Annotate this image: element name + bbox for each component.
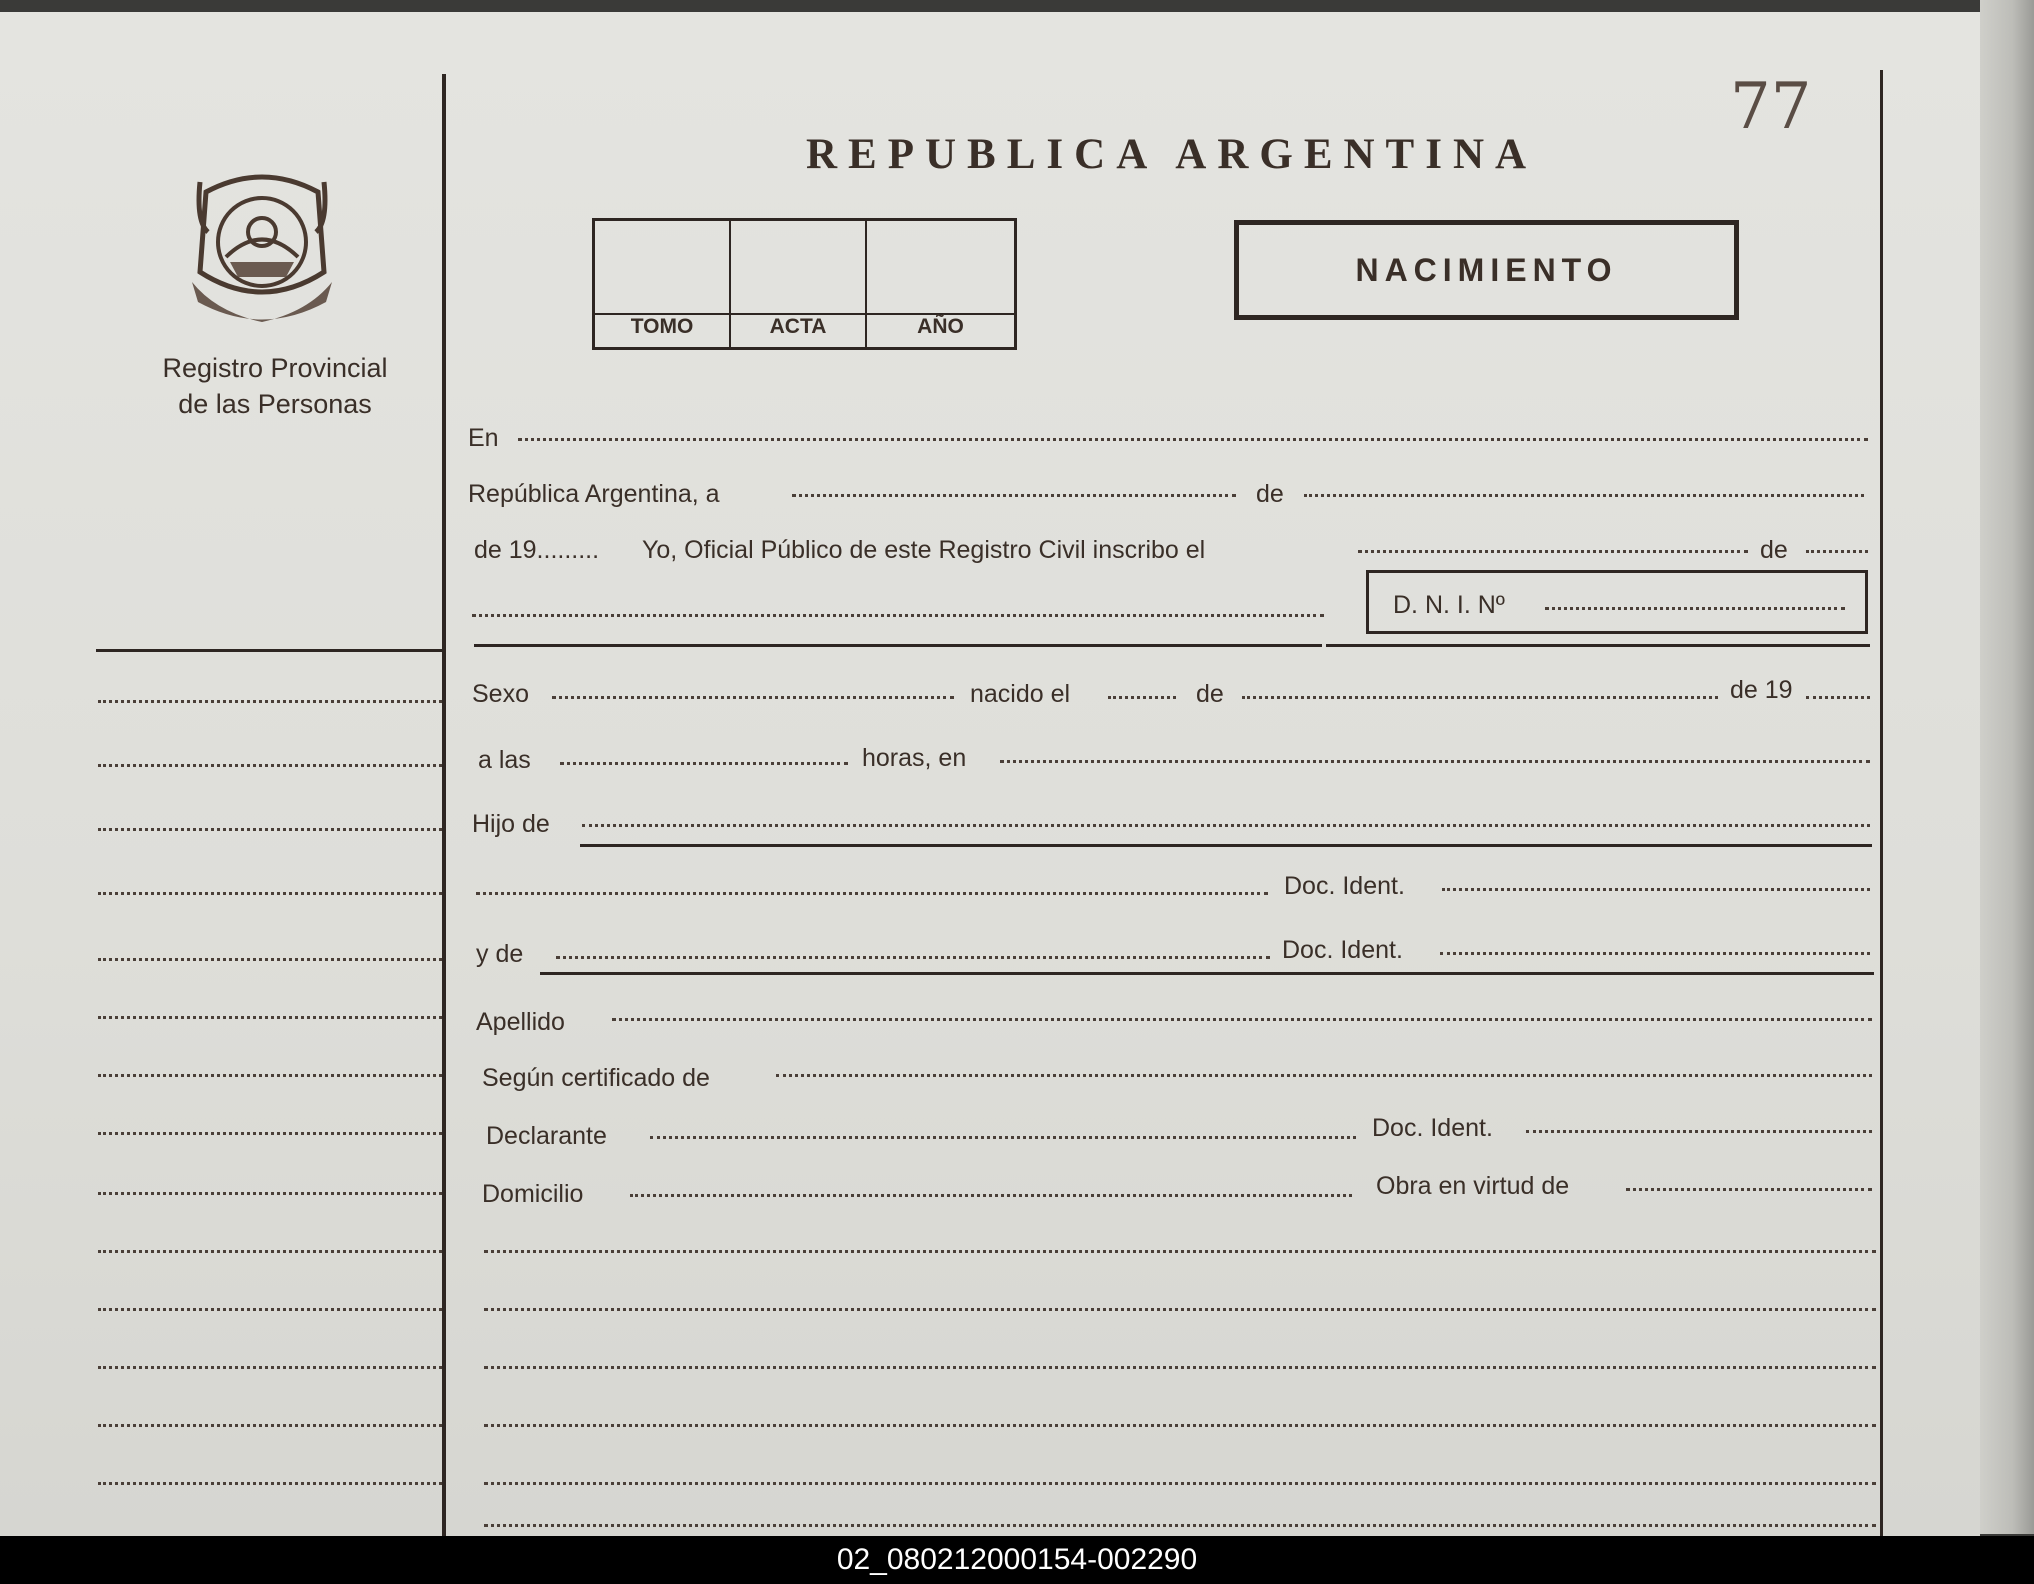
notes-line[interactable] <box>484 1308 1876 1311</box>
day-field[interactable] <box>792 494 1236 497</box>
margin-dotted-line <box>98 828 442 831</box>
birth-month-field[interactable] <box>1242 696 1718 699</box>
section-rule <box>474 644 1322 647</box>
margin-dotted-line <box>98 1192 442 1195</box>
registry-name-line1: Registro Provincial <box>162 353 388 383</box>
father-field[interactable] <box>582 824 1870 827</box>
margin-dotted-line <box>98 1424 442 1427</box>
birth-certificate-page <box>0 12 1980 1536</box>
month-field[interactable] <box>1304 494 1864 497</box>
birth-place-field[interactable] <box>1000 760 1870 763</box>
inscribed-of-field[interactable] <box>1806 550 1868 553</box>
margin-dotted-line <box>98 1016 442 1019</box>
dni-field[interactable] <box>1545 607 1845 610</box>
notes-line[interactable] <box>484 1424 1876 1427</box>
record-number-box <box>592 218 1017 350</box>
margin-dotted-line <box>98 700 442 703</box>
apellido-label: Apellido <box>476 1008 565 1036</box>
acta-cell[interactable] <box>731 221 867 347</box>
obra-label: Obra en virtud de <box>1376 1172 1570 1200</box>
declarant-field[interactable] <box>650 1136 1356 1139</box>
margin-horizontal-rule <box>96 649 442 652</box>
de-label-3: de <box>1196 680 1224 708</box>
notes-line[interactable] <box>484 1482 1876 1485</box>
a-las-label: a las <box>478 746 531 774</box>
sexo-field[interactable] <box>552 696 954 699</box>
margin-dotted-line <box>98 1250 442 1253</box>
father-name-field[interactable] <box>476 892 1268 895</box>
certificate-field[interactable] <box>776 1074 1872 1077</box>
margin-dotted-line <box>98 1074 442 1077</box>
oficial-label: Yo, Oficial Público de este Registro Civil inscribo el <box>642 536 1206 564</box>
tomo-cell[interactable] <box>595 221 731 347</box>
margin-dotted-line <box>98 958 442 961</box>
document-title: REPUBLICA ARGENTINA <box>806 131 1538 178</box>
margin-dotted-line <box>98 892 442 895</box>
hijo-de-label: Hijo de <box>472 810 550 838</box>
margin-dotted-line <box>98 1366 442 1369</box>
segun-label: Según certificado de <box>482 1064 710 1092</box>
horas-label: horas, en <box>862 744 967 772</box>
doc-ident-label-3: Doc. Ident. <box>1372 1114 1493 1142</box>
dni-label: D. N. I. Nº <box>1393 591 1505 619</box>
anio-cell[interactable] <box>867 221 1014 347</box>
province-seal-icon <box>186 162 338 332</box>
de-label-1: de <box>1256 480 1284 508</box>
page-number: 77 <box>1730 70 1812 144</box>
surname-field[interactable] <box>612 1018 1872 1021</box>
image-caption: 02_080212000154-002290 <box>0 1536 2034 1584</box>
margin-dotted-line <box>98 1482 442 1485</box>
parent-rule <box>540 972 1874 975</box>
tomo-label: TOMO <box>630 315 694 338</box>
mother-field[interactable] <box>556 956 1270 959</box>
hour-field[interactable] <box>560 762 848 765</box>
de-label-2: de <box>1760 536 1788 564</box>
dni-box <box>1366 570 1868 634</box>
section-rule <box>1326 644 1870 647</box>
doc-ident-label-1: Doc. Ident. <box>1284 872 1405 900</box>
republica-label: República Argentina, a <box>468 480 720 508</box>
right-border-rule <box>1880 70 1883 1536</box>
year-label: de 19......... <box>474 536 600 564</box>
name-field[interactable] <box>472 614 1324 617</box>
mother-doc-field[interactable] <box>1440 952 1870 955</box>
acta-label: ACTA <box>769 315 827 338</box>
en-label: En <box>468 424 499 452</box>
declarant-doc-field[interactable] <box>1526 1130 1872 1133</box>
inscribed-field[interactable] <box>1358 550 1748 553</box>
margin-dotted-line <box>98 764 442 767</box>
y-de-label: y de <box>476 940 524 968</box>
notes-line[interactable] <box>484 1366 1876 1369</box>
registry-name <box>110 350 440 422</box>
birth-year-label: de 19 <box>1730 676 1793 704</box>
notes-line[interactable] <box>484 1524 1876 1527</box>
declarante-label: Declarante <box>486 1122 607 1150</box>
place-field[interactable] <box>518 438 1868 441</box>
document-type-box: NACIMIENTO <box>1234 220 1739 320</box>
obra-field[interactable] <box>1626 1188 1872 1191</box>
margin-dotted-line <box>98 1308 442 1311</box>
notes-line[interactable] <box>484 1250 1876 1253</box>
address-field[interactable] <box>630 1194 1352 1197</box>
parent-rule <box>580 844 1872 847</box>
margin-vertical-rule <box>442 74 446 1536</box>
registry-name-line2: de las Personas <box>178 389 372 419</box>
sexo-label: Sexo <box>472 680 529 708</box>
page-edge <box>1980 0 2034 1534</box>
birth-year-field[interactable] <box>1806 696 1870 699</box>
anio-label: AÑO <box>917 315 964 338</box>
father-doc-field[interactable] <box>1442 888 1870 891</box>
doc-ident-label-2: Doc. Ident. <box>1282 936 1403 964</box>
nacido-label: nacido el <box>970 680 1071 708</box>
margin-dotted-line <box>98 1132 442 1135</box>
domicilio-label: Domicilio <box>482 1180 584 1208</box>
birth-day-field[interactable] <box>1108 696 1176 699</box>
